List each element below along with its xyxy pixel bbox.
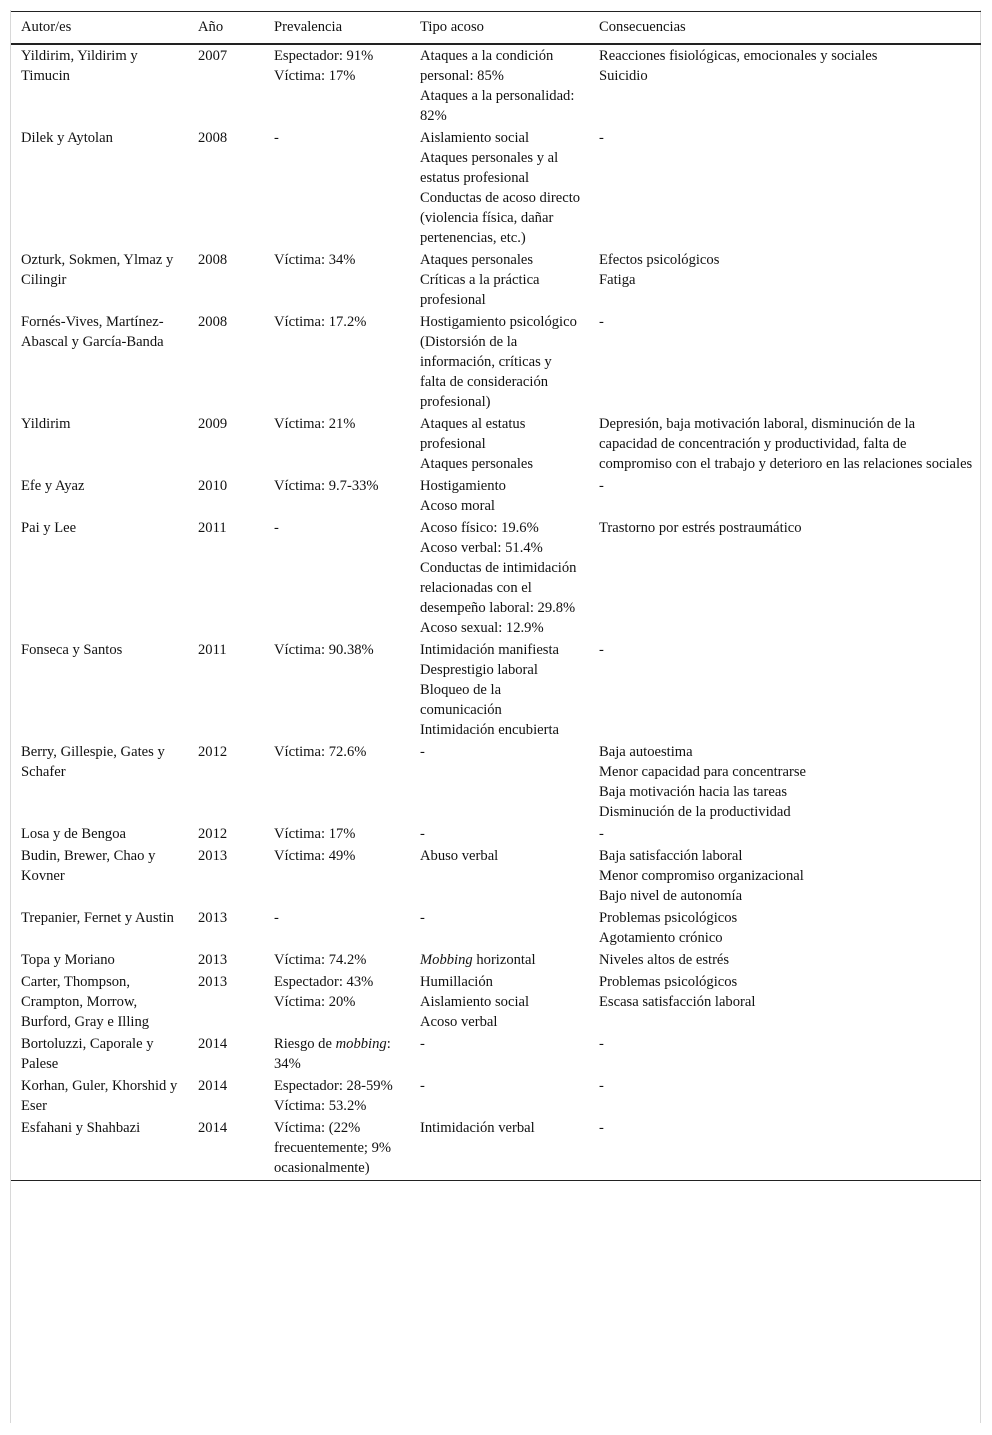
- cell-anio: [188, 1033, 264, 1075]
- cell-line: -: [599, 130, 604, 146]
- cell-autores: [11, 639, 188, 741]
- cell-line: Ataques personales: [420, 252, 534, 268]
- cell-tipo-acoso: [410, 949, 589, 971]
- cell-anio: [188, 44, 264, 127]
- cell-tipo-acoso: [410, 413, 589, 475]
- cell-consecuencias: [589, 949, 981, 971]
- cell-text: Yildirim: [21, 416, 71, 432]
- cell-line: Disminución de la productividad: [599, 804, 791, 820]
- cell-text: Ozturk, Sokmen, Ylmaz y Cilingir: [21, 252, 174, 288]
- cell-text: 2011: [198, 520, 227, 536]
- cell-line: Baja autoestima: [599, 744, 693, 760]
- cell-tipo-acoso: [410, 907, 589, 949]
- cell-consecuencias: [589, 823, 981, 845]
- cell-consecuencias: [589, 127, 981, 249]
- cell-prevalencia: [264, 249, 410, 311]
- cell-line: Víctima: 74.2%: [274, 952, 367, 968]
- cell-line: Intimidación verbal: [420, 1120, 535, 1136]
- header-anio: Año: [198, 19, 224, 35]
- cell-text: 2014: [198, 1036, 228, 1052]
- cell-prevalencia: [264, 949, 410, 971]
- cell-autores: [11, 949, 188, 971]
- cell-tipo-acoso: [410, 741, 589, 823]
- cell-autores: [11, 971, 188, 1033]
- header-tipo-acoso: Tipo acoso: [420, 19, 484, 35]
- header-prevalencia: Prevalencia: [274, 19, 343, 35]
- cell-consecuencias: [589, 44, 981, 127]
- cell-line: Acoso verbal: 51.4%: [420, 540, 543, 556]
- cell-anio: [188, 413, 264, 475]
- cell-line: Espectador: 91%: [274, 48, 374, 64]
- cell-line: Víctima: 72.6%: [274, 744, 367, 760]
- cell-anio: [188, 845, 264, 907]
- cell-autores: [11, 517, 188, 639]
- cell-line: Fatiga: [599, 272, 636, 288]
- cell-autores: [11, 845, 188, 907]
- cell-prevalencia: [264, 1033, 410, 1075]
- cell-consecuencias: [589, 741, 981, 823]
- cell-anio: [188, 907, 264, 949]
- cell-text: Korhan, Guler, Khorshid y Eser: [21, 1078, 178, 1114]
- table-row: [11, 639, 981, 741]
- cell-line: Víctima: 20%: [274, 994, 356, 1010]
- cell-line: -: [599, 314, 604, 330]
- cell-line: Escasa satisfacción laboral: [599, 994, 756, 1010]
- cell-line: -: [599, 642, 604, 658]
- table-row: [11, 517, 981, 639]
- cell-text: Yildirim, Yildirim y Timucin: [21, 48, 138, 84]
- cell-anio: [188, 823, 264, 845]
- cell-tipo-acoso: [410, 1117, 589, 1181]
- cell-line: Víctima: 9.7-33%: [274, 478, 379, 494]
- cell-text: 2013: [198, 952, 228, 968]
- cell-line: -: [420, 1036, 425, 1052]
- cell-tipo-acoso: [410, 249, 589, 311]
- cell-line: Espectador: 28-59%: [274, 1078, 393, 1094]
- cell-line: Humillación: [420, 974, 493, 990]
- cell-line: Acoso verbal: [420, 1014, 498, 1030]
- cell-consecuencias: [589, 1075, 981, 1117]
- cell-line: Conductas de intimidación relacionadas con el desempeño laboral: 29.8%: [420, 560, 577, 616]
- cell-text: Dilek y Aytolan: [21, 130, 113, 146]
- cell-line: -: [599, 478, 604, 494]
- cell-line: -: [420, 826, 425, 842]
- cell-text: Topa y Moriano: [21, 952, 115, 968]
- cell-autores: [11, 1117, 188, 1181]
- cell-line: Ataques a la personalidad: 82%: [420, 88, 575, 124]
- cell-line: Intimidación encubierta: [420, 722, 559, 738]
- table-row: [11, 907, 981, 949]
- cell-line: Ataques a la condición personal: 85%: [420, 48, 554, 84]
- cell-prevalencia: [264, 639, 410, 741]
- cell-prevalencia: [264, 44, 410, 127]
- cell-consecuencias: [589, 311, 981, 413]
- cell-line: Desprestigio laboral: [420, 662, 538, 678]
- cell-text: Fornés-Vives, Martínez-Abascal y García-Banda: [21, 314, 164, 350]
- cell-autores: [11, 127, 188, 249]
- cell-anio: [188, 1075, 264, 1117]
- cell-text: Riesgo de: [274, 1036, 336, 1052]
- cell-line: Problemas psicológicos: [599, 974, 738, 990]
- cell-line: -: [599, 826, 604, 842]
- cell-autores: [11, 413, 188, 475]
- cell-line: Baja satisfacción laboral: [599, 848, 743, 864]
- cell-tipo-acoso: [410, 823, 589, 845]
- cell-line: Ataques personales y al estatus profesional: [420, 150, 559, 186]
- cell-anio: [188, 127, 264, 249]
- cell-line: Niveles altos de estrés: [599, 952, 730, 968]
- cell-prevalencia: [264, 1075, 410, 1117]
- table-row: [11, 44, 981, 127]
- cell-prevalencia: [264, 311, 410, 413]
- table-row: [11, 1075, 981, 1117]
- cell-text: 2014: [198, 1120, 228, 1136]
- table-row: [11, 475, 981, 517]
- cell-line: Acoso sexual: 12.9%: [420, 620, 544, 636]
- cell-line: -: [420, 744, 425, 760]
- cell-line: -: [274, 130, 279, 146]
- cell-autores: [11, 1075, 188, 1117]
- cell-line: Críticas a la práctica profesional: [420, 272, 540, 308]
- cell-line: Baja motivación hacia las tareas: [599, 784, 788, 800]
- cell-text: Berry, Gillespie, Gates y Schafer: [21, 744, 165, 780]
- cell-line: Aislamiento social: [420, 130, 530, 146]
- cell-text: 2012: [198, 826, 228, 842]
- cell-autores: [11, 1033, 188, 1075]
- cell-line: -: [420, 1078, 425, 1094]
- cell-autores: [11, 741, 188, 823]
- cell-text: 2008: [198, 252, 228, 268]
- table-row: [11, 949, 981, 971]
- cell-tipo-acoso: [410, 971, 589, 1033]
- cell-prevalencia: [264, 127, 410, 249]
- cell-line: Víctima: 17%: [274, 68, 356, 84]
- cell-text: 2008: [198, 314, 228, 330]
- cell-line: Depresión, baja motivación laboral, disminución de la capacidad de concentración y productividad, falta de compromiso con el trabajo y deterioro en las relaciones sociales: [599, 416, 973, 472]
- cell-tipo-acoso: [410, 311, 589, 413]
- cell-anio: [188, 249, 264, 311]
- cell-text: : 34%: [274, 1036, 391, 1072]
- cell-tipo-acoso: [410, 127, 589, 249]
- table-row: [11, 823, 981, 845]
- cell-line: -: [599, 1078, 604, 1094]
- cell-consecuencias: [589, 1033, 981, 1075]
- cell-line: Espectador: 43%: [274, 974, 374, 990]
- cell-line: Víctima: 34%: [274, 252, 356, 268]
- cell-anio: [188, 971, 264, 1033]
- header-row: [11, 12, 981, 45]
- cell-text: Efe y Ayaz: [21, 478, 85, 494]
- cell-consecuencias: [589, 413, 981, 475]
- cell-text: Mobbing: [420, 952, 473, 968]
- cell-consecuencias: [589, 845, 981, 907]
- cell-line: -: [599, 1120, 604, 1136]
- cell-tipo-acoso: [410, 475, 589, 517]
- cell-line: Acoso moral: [420, 498, 495, 514]
- cell-line: Bajo nivel de autonomía: [599, 888, 743, 904]
- table-body: [11, 44, 981, 1181]
- cell-consecuencias: [589, 639, 981, 741]
- cell-prevalencia: [264, 741, 410, 823]
- cell-anio: [188, 949, 264, 971]
- cell-tipo-acoso: [410, 44, 589, 127]
- cell-tipo-acoso: [410, 639, 589, 741]
- cell-text: horizontal: [472, 952, 536, 968]
- cell-prevalencia: [264, 907, 410, 949]
- cell-autores: [11, 311, 188, 413]
- cell-text: Pai y Lee: [21, 520, 77, 536]
- table-row: [11, 741, 981, 823]
- cell-line: Abuso verbal: [420, 848, 499, 864]
- cell-anio: [188, 1117, 264, 1181]
- cell-text: 2009: [198, 416, 228, 432]
- cell-autores: [11, 823, 188, 845]
- cell-line: Víctima: 53.2%: [274, 1098, 367, 1114]
- cell-tipo-acoso: [410, 517, 589, 639]
- cell-line: Trastorno por estrés postraumático: [599, 520, 802, 536]
- cell-tipo-acoso: [410, 1075, 589, 1117]
- cell-text: mobbing: [335, 1036, 387, 1052]
- cell-text: Fonseca y Santos: [21, 642, 123, 658]
- cell-prevalencia: [264, 971, 410, 1033]
- cell-line: -: [274, 520, 279, 536]
- table-row: [11, 127, 981, 249]
- cell-autores: [11, 249, 188, 311]
- cell-tipo-acoso: [410, 1033, 589, 1075]
- cell-consecuencias: [589, 249, 981, 311]
- table-header: [11, 12, 981, 45]
- cell-text: Esfahani y Shahbazi: [21, 1120, 141, 1136]
- table-row: [11, 249, 981, 311]
- cell-text: Bortoluzzi, Caporale y Palese: [21, 1036, 154, 1072]
- header-autores: Autor/es: [21, 19, 72, 35]
- cell-text: 2010: [198, 478, 228, 494]
- cell-line: Víctima: 90.38%: [274, 642, 374, 658]
- table-row: [11, 311, 981, 413]
- cell-autores: [11, 475, 188, 517]
- cell-line: Conductas de acoso directo (violencia física, dañar pertenencias, etc.): [420, 190, 581, 246]
- cell-text: 2011: [198, 642, 227, 658]
- table-row: [11, 413, 981, 475]
- cell-autores: [11, 44, 188, 127]
- cell-consecuencias: [589, 1117, 981, 1181]
- cell-text: 2012: [198, 744, 228, 760]
- cell-line: -: [420, 910, 425, 926]
- cell-prevalencia: [264, 413, 410, 475]
- cell-anio: [188, 311, 264, 413]
- cell-text: 2008: [198, 130, 228, 146]
- cell-text: 2007: [198, 48, 228, 64]
- cell-prevalencia: [264, 1117, 410, 1181]
- cell-line: Menor capacidad para concentrarse: [599, 764, 807, 780]
- cell-line: Víctima: 17.2%: [274, 314, 367, 330]
- cell-line: Hostigamiento psicológico (Distorsión de la información, críticas y falta de consideración profesional): [420, 314, 577, 410]
- cell-consecuencias: [589, 971, 981, 1033]
- table-row: [11, 971, 981, 1033]
- cell-text: 2013: [198, 974, 228, 990]
- cell-tipo-acoso: [410, 845, 589, 907]
- cell-line: Reacciones fisiológicas, emocionales y sociales: [599, 48, 878, 64]
- cell-anio: [188, 475, 264, 517]
- cell-line: Efectos psicológicos: [599, 252, 720, 268]
- cell-line: Víctima: 21%: [274, 416, 356, 432]
- cell-text: Trepanier, Fernet y Austin: [21, 910, 174, 926]
- header-consecuencias: Consecuencias: [599, 19, 686, 35]
- cell-line: Intimidación manifiesta: [420, 642, 560, 658]
- cell-prevalencia: [264, 823, 410, 845]
- cell-autores: [11, 907, 188, 949]
- cell-consecuencias: [589, 907, 981, 949]
- cell-anio: [188, 741, 264, 823]
- cell-consecuencias: [589, 475, 981, 517]
- cell-line: Bloqueo de la comunicación: [420, 682, 502, 718]
- cell-line: Acoso físico: 19.6%: [420, 520, 539, 536]
- table-row: [11, 1117, 981, 1181]
- cell-text: Carter, Thompson, Crampton, Morrow, Burford, Gray e Illing: [21, 974, 150, 1030]
- cell-text: Losa y de Bengoa: [21, 826, 126, 842]
- table-row: [11, 1033, 981, 1075]
- cell-line: Menor compromiso organizacional: [599, 868, 804, 884]
- mobbing-studies-table: [11, 11, 981, 1181]
- cell-line: Problemas psicológicos: [599, 910, 738, 926]
- cell-text: Budin, Brewer, Chao y Kovner: [21, 848, 156, 884]
- table-row: [11, 845, 981, 907]
- cell-line: Víctima: 17%: [274, 826, 356, 842]
- cell-text: 2013: [198, 848, 228, 864]
- cell-line: Ataques personales: [420, 456, 534, 472]
- cell-line: Víctima: (22% frecuentemente; 9% ocasionalmente): [274, 1120, 392, 1176]
- cell-line: Víctima: 49%: [274, 848, 356, 864]
- cell-prevalencia: [264, 845, 410, 907]
- cell-consecuencias: [589, 517, 981, 639]
- cell-line: Ataques al estatus profesional: [420, 416, 526, 452]
- cell-line: Suicidio: [599, 68, 648, 84]
- cell-line: Agotamiento crónico: [599, 930, 723, 946]
- cell-anio: [188, 517, 264, 639]
- cell-anio: [188, 639, 264, 741]
- cell-line: -: [599, 1036, 604, 1052]
- cell-line: Hostigamiento: [420, 478, 506, 494]
- cell-text: 2013: [198, 910, 228, 926]
- cell-line: -: [274, 910, 279, 926]
- cell-prevalencia: [264, 517, 410, 639]
- cell-line: Aislamiento social: [420, 994, 530, 1010]
- cell-prevalencia: [264, 475, 410, 517]
- cell-text: 2014: [198, 1078, 228, 1094]
